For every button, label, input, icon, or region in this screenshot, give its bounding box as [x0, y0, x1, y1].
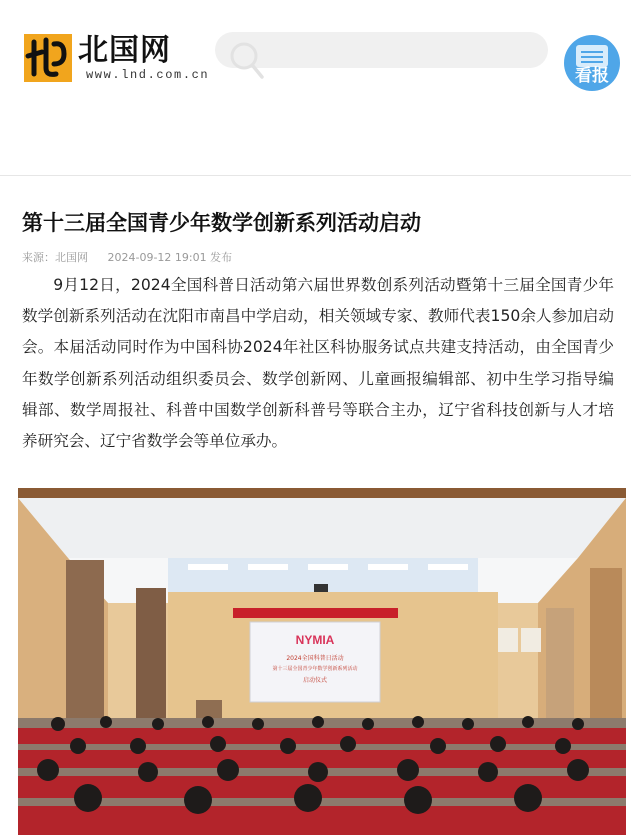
logo-text: 北国网: [78, 33, 171, 68]
read-newspaper-label: 看报: [575, 66, 609, 86]
event-photo-illustration: [18, 488, 626, 835]
screen-line3: 启动仪式: [302, 677, 328, 684]
article-photo[interactable]: [18, 488, 626, 835]
screen-title: NYMIA: [295, 633, 335, 647]
article-date: 2024-09-12 19:01 发布: [107, 251, 233, 264]
article-meta: [22, 250, 248, 266]
search-input[interactable]: [215, 32, 548, 68]
site-logo[interactable]: [24, 33, 210, 84]
top-header: [0, 0, 631, 176]
article-source: 来源：北国网: [22, 251, 88, 264]
logo-mark-icon: [24, 34, 72, 82]
read-newspaper-button[interactable]: [564, 35, 620, 91]
screen-line1: 2024全国科普日活动: [286, 655, 344, 662]
banner-red: [233, 608, 398, 618]
article-title: 第十三届全国青少年数学创新系列活动启动: [22, 211, 421, 235]
screen-line2: 第十三届全国青少年数学创新系列活动: [272, 666, 358, 672]
search-icon[interactable]: [228, 40, 264, 80]
logo-url: www.lnd.com.cn: [86, 68, 210, 82]
article-body: 9月12日，2024全国科普日活动第六届世界数创系列活动暨第十三届全国青少年数学创新系列活动在沈阳市南昌中学启动，相关领域专家、教师代表150余人参加启动会。本届活动同时作为中国科协2024年社区科协服务试点共建支持活动，由全国青少年数学创新系列活动组织委员会、数学创新网、儿童画报编辑部、初中生学习指导编辑部、数学周报社、科普中国数学创新科普号等联合主办，辽宁省科技创新与人才培养研究会、辽宁省数学会等单位承办。: [22, 276, 614, 451]
